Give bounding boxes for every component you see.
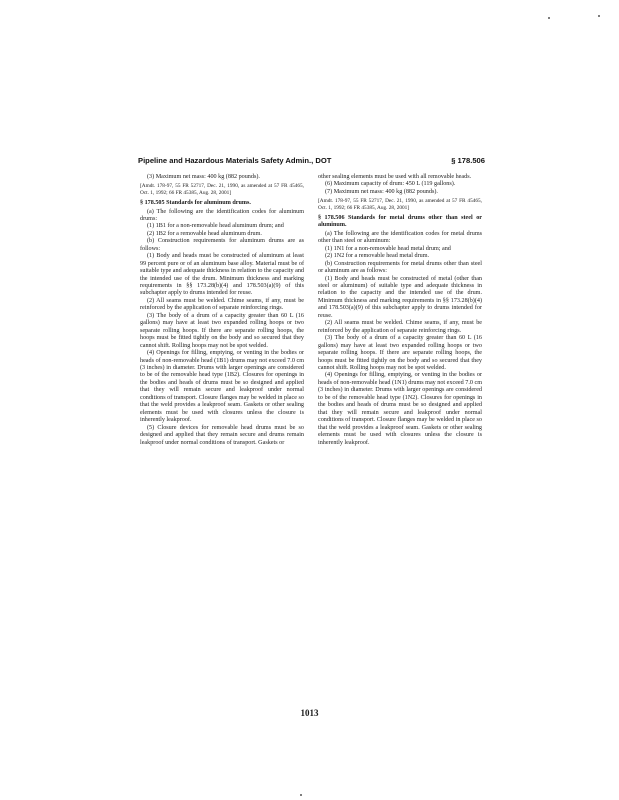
running-header — [138, 156, 485, 165]
paragraph: (2) All seams must be welded. Chime seams, if any, must be reinforced by the application of separate reinforcing rings. — [318, 320, 482, 334]
amendment-note: [Amdt. 178-97, 55 FR 52717, Dec. 21, 1990, as amended at 57 FR 45465, Oct. 1, 1992; 66 FR 45385, Aug. 28, 2001] — [318, 198, 482, 211]
paragraph: (2) 1B2 for a removable head aluminum drum. — [147, 230, 262, 237]
paragraph: (4) Openings for filling, emptying, or venting in the bodies or heads of non-removable head (1N1) drums may not exceed 7.0 cm (3 inches) in diameter. Drums with larger openings are considered to be of the removable head type (1N2). Closures for openings in the bodies and heads of drums must be so designed and applied that they will remain secure and leakproof under normal conditions of transport. Closure flanges may be welded in place so that the weld provides a leakproof seam. Gaskets or other sealing elements must be used with closures unless the closure is inherently leakproof. — [318, 372, 482, 446]
paragraph: (2) All seams must be welded. Chime seams, if any, must be reinforced by the application of separate reinforcing rings. — [140, 297, 304, 312]
paragraph: (6) Maximum capacity of drum: 450 L (119 gallons). — [325, 181, 456, 188]
section-heading — [140, 200, 304, 207]
paragraph: (5) Closure devices for removable head drums must be so designed and applied that they remain secure and drums remain leakproof under normal conditions of transport. Gaskets or — [140, 424, 304, 446]
paragraph: (7) Maximum net mass: 400 kg (882 pounds). — [325, 188, 438, 195]
paragraph: (1) Body and heads must be constructed of metal (other than steel or aluminum) of suitable type and adequate thickness in relation to the capacity and the intended use of the drum. Minimum thickness and marking requirements in §§ 173.28(b)(4) and 178.503(a)(9) of this subchapter apply to drums intended for reuse. — [318, 275, 482, 319]
paragraph: (2) 1N2 for a removable head metal drum. — [325, 253, 430, 260]
paragraph: (a) The following are the identification codes for metal drums other than steel or aluminum: — [318, 230, 482, 245]
section-number: § 178.505 — [140, 200, 165, 207]
paragraph: (1) 1B1 for a non-removable head aluminum drum; and — [147, 223, 284, 230]
paragraph: (1) 1N1 for a non-removable head metal drum; and — [325, 245, 451, 252]
paragraph: (3) The body of a drum of a capacity greater than 60 L (16 gallons) may have at least two expanded rolling hoops or two separate rolling hoops. If there are separate rolling hoops, the hoops must be fitted tightly on the body and so secured that they cannot shift. Rolling hoops may not be spot welded. — [318, 335, 482, 372]
paragraph: (3) The body of a drum of a capacity greater than 60 L (16 gallons) may have at least two expanded rolling hoops or two separate rolling hoops. If there are separate rolling hoops, the hoops must be fitted tightly on the body and so secured that they cannot shift. Rolling hoops may not be spot welded. — [140, 312, 304, 349]
header-title: Pipeline and Hazardous Materials Safety Admin., DOT — [138, 156, 332, 165]
paragraph: (1) Body and heads must be constructed of aluminum at least 99 percent pure or of an aluminum base alloy. Material must be of suitable type and adequate thickness in relation to the capacity and the intended use of the drum. Minimum thickness and marking requirements in §§ 173.28(b)(4) and 178.503(a)(9) of this subchapter apply to drums intended for reuse. — [140, 253, 304, 297]
scan-speck — [300, 794, 302, 796]
amendment-note: [Amdt. 178-97, 55 FR 52717, Dec. 21, 1990, as amended at 57 FR 45465, Oct. 1, 1992; 66 FR 45385, Aug. 28, 2001] — [140, 183, 304, 196]
page-number: 1013 — [300, 708, 319, 718]
header-section-ref: § 178.506 — [451, 156, 485, 165]
right-column — [318, 174, 482, 447]
section-number: § 178.506 — [318, 214, 345, 221]
paragraph: (a) The following are the identification codes for aluminum drums: — [140, 208, 304, 222]
paragraph: (b) Construction requirements for metal drums other than steel or aluminum are as follows: — [318, 260, 482, 275]
paragraph: (3) Maximum net mass: 400 kg (882 pounds). — [147, 174, 260, 180]
left-column — [140, 174, 304, 447]
scan-speck — [598, 15, 600, 17]
section-title: Standards for aluminum drums. — [166, 200, 251, 207]
section-heading — [318, 215, 482, 230]
section-title: Standards for metal drums other than steel or aluminum. — [318, 214, 482, 229]
paragraph: (4) Openings for filling, emptying, or venting in the bodies or heads of non-removable head (1B1) drums may not exceed 7.0 cm (3 inches) in diameter. Drums with larger openings are considered to be of the removable head type (1B2). Closures for openings in the bodies and heads of drums must be so designed and applied that they will remain secure and leakproof under normal conditions of transport. Closure flanges may be welded in place so that the weld provides a leakproof seam. Gaskets or other sealing elements must be used with closures unless the closure is inherently leakproof. — [140, 350, 304, 424]
paragraph: other sealing elements must be used with all removable heads. — [318, 174, 472, 180]
paragraph: (b) Construction requirements for aluminum drums are as follows: — [140, 238, 304, 252]
scan-speck — [548, 17, 550, 19]
